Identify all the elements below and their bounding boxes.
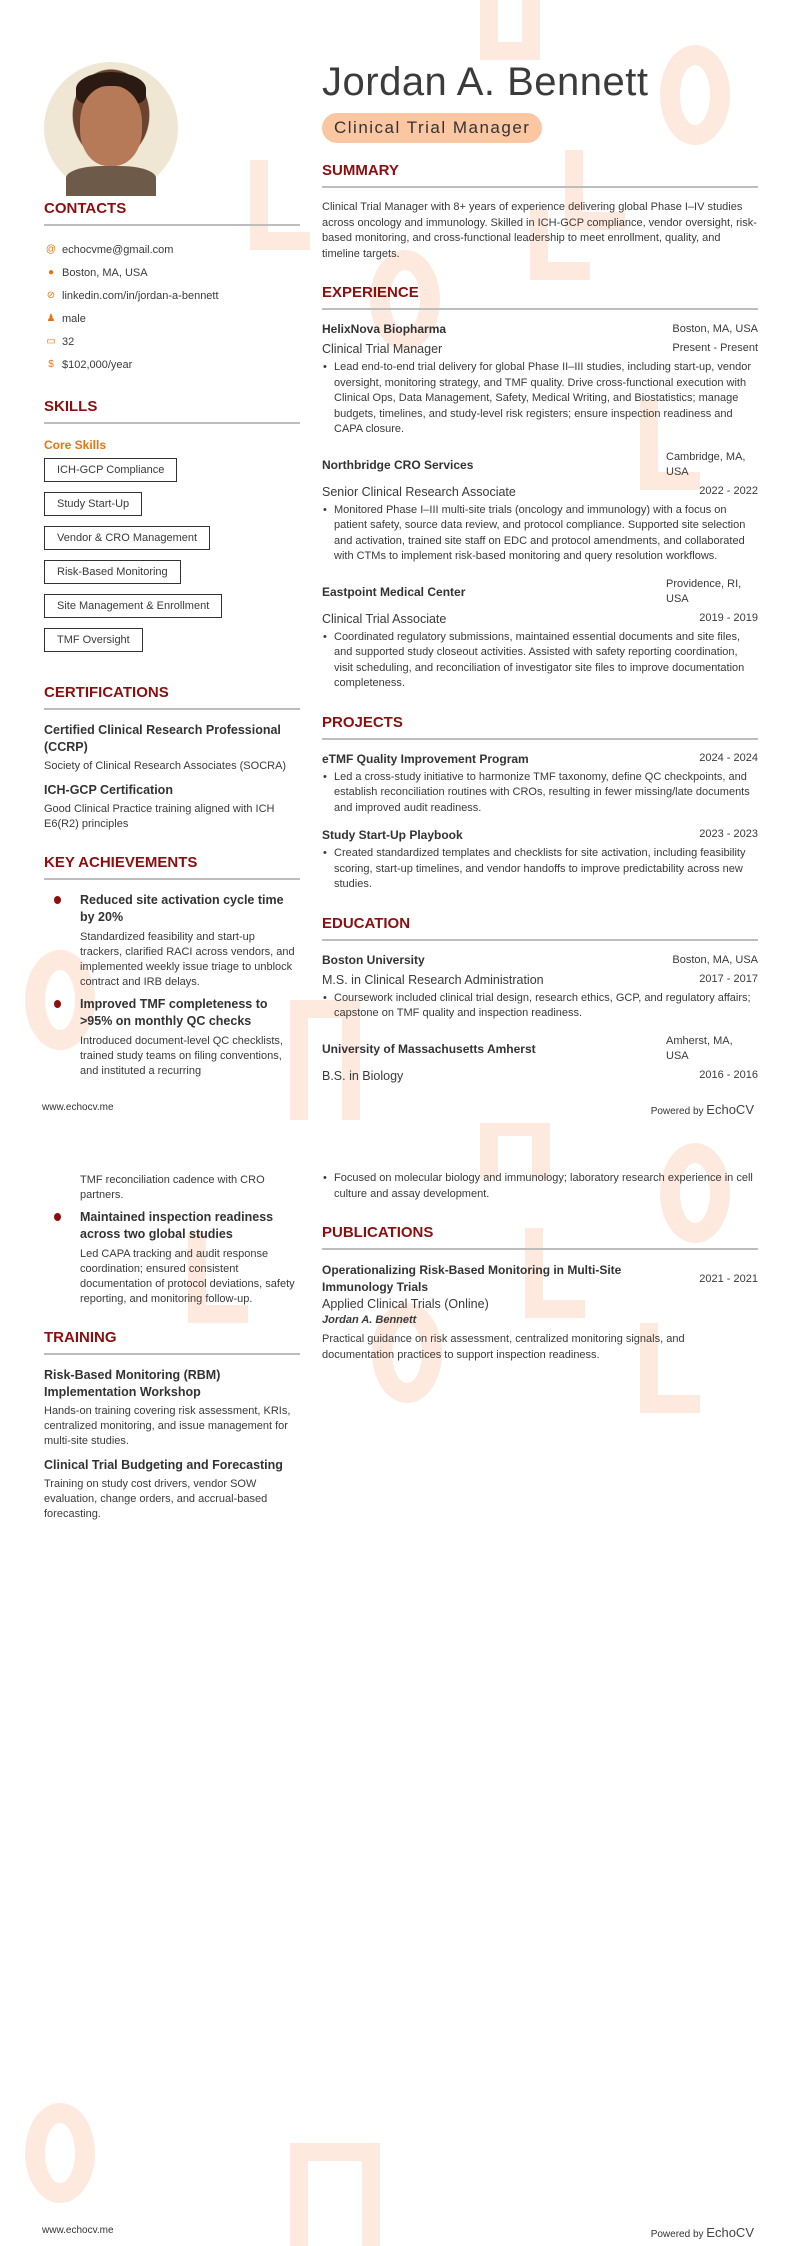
job-title-badge: Clinical Trial Manager (322, 113, 542, 143)
section-heading: CERTIFICATIONS (44, 684, 300, 710)
contact-text: 32 (62, 335, 75, 348)
skill-tag: TMF Oversight (44, 628, 143, 652)
training-section (44, 1329, 300, 1522)
achievement-item (44, 892, 300, 990)
job-role: Clinical Trial Manager (322, 342, 443, 356)
powered-by-text: Powered by (650, 1106, 707, 1117)
skills-section (44, 398, 300, 662)
achievement-item (44, 1209, 300, 1307)
job-bullet: • Lead end-to-end trial delivery for global Phase II–III studies, including start-up, vendor oversight, monitoring strategy, and TMF quality. Drive cross-functional execution with Clinical Ops, Data Management, Safety, Medical Writing, and Biostatistics; manage budgets, timelines, and study-level risk registers; ensure inspection readiness and CAPA closure. (322, 360, 758, 438)
job-dates: Present - Present (672, 342, 758, 354)
achievement-desc: TMF reconciliation cadence with CRO partners. (80, 1174, 265, 1201)
decorative-shape (290, 2143, 380, 2246)
bullet-icon (54, 1000, 61, 1008)
education-section (322, 915, 758, 1083)
publication-desc: Practical guidance on risk assessment, centralized monitoring signals, and documentation practices to support inspection readiness. (322, 1333, 685, 1361)
footer-powered-by[interactable] (651, 1102, 754, 1117)
experience-entry (322, 322, 758, 438)
certification-desc: Good Clinical Practice training aligned with ICH E6(R2) principles (44, 803, 275, 830)
dollar-icon: $ (48, 359, 54, 370)
experience-section (322, 284, 758, 692)
powered-by-text: Powered by (650, 2229, 707, 2240)
calendar-icon: ▭ (46, 336, 56, 347)
contact-text: linkedin.com/in/jordan-a-bennett (62, 289, 219, 302)
brand-name: EchoCV (706, 1102, 754, 1117)
publications-section (322, 1224, 758, 1363)
company-name: HelixNova Biopharma (322, 322, 447, 336)
brand-name: EchoCV (706, 2225, 754, 2240)
achievement-desc: Introduced document-level QC checklists, trained study teams on filing conventions, and instituted a recurring (80, 1035, 283, 1077)
achievement-title: Maintained inspection readiness across two global studies (80, 1210, 274, 1241)
skill-tag: Vendor & CRO Management (44, 526, 210, 550)
skill-tag: Risk-Based Monitoring (44, 560, 181, 584)
skill-tag: Study Start-Up (44, 492, 142, 516)
section-heading: SKILLS (44, 398, 300, 424)
education-bullet: • Focused on molecular biology and immunology; laboratory research experience in cell culture and assay development. (322, 1171, 758, 1202)
project-bullet: • Led a cross-study initiative to harmonize TMF taxonomy, define QC checkpoints, and establish reconciliation routines with CROs, resulting in fewer missing/late documents and improved audit readiness. (322, 770, 758, 817)
degree: B.S. in Biology (322, 1068, 404, 1083)
publication-title: Operationalizing Risk-Based Monitoring in Multi-Site Immunology Trials (322, 1263, 622, 1294)
project-dates: 2023 - 2023 (699, 828, 758, 840)
contact-salary (44, 353, 300, 376)
bullet-icon (54, 896, 61, 904)
training-desc: Hands-on training covering risk assessment, KRIs, centralized monitoring, and issue management for multi-site studies. (44, 1405, 291, 1447)
education-continued (322, 1171, 758, 1202)
education-dates: 2017 - 2017 (699, 972, 758, 985)
section-heading: CONTACTS (44, 200, 300, 226)
project-dates: 2024 - 2024 (699, 751, 758, 764)
footer-website-link[interactable]: www.echocv.me (42, 1102, 114, 1113)
job-bullet: • Monitored Phase I–III multi-site trials (oncology and immunology) with a focus on patient safety, source data review, and protocol compliance. Supported site selection and activation, trained site staff on EDC and protocol amendments, and collaborated with CTMs to implement risk-based monitoring and query resolution workflows. (322, 503, 758, 565)
footer-powered-by[interactable] (651, 2225, 754, 2240)
school-name: Boston University (322, 952, 425, 967)
achievement-title: Improved TMF completeness to >95% on monthly QC checks (80, 997, 268, 1028)
skill-group-title: Core Skills (44, 438, 107, 452)
projects-section (322, 714, 758, 893)
decorative-circle (660, 45, 730, 145)
experience-entry (322, 577, 758, 692)
certifications-section (44, 684, 300, 832)
company-name: Eastpoint Medical Center (322, 584, 466, 599)
project-title: eTMF Quality Improvement Program (322, 751, 529, 766)
skill-tag: Site Management & Enrollment (44, 594, 222, 618)
section-heading: PROJECTS (322, 714, 758, 740)
experience-entry (322, 450, 758, 565)
summary-text: Clinical Trial Manager with 8+ years of experience delivering global Phase I–IV studies across oncology and immunology. Skilled in ICH-GCP compliance, vendor oversight, risk-based monitoring, and cross-functional leadership to meet enrollment, quality, and timeline targets. (322, 201, 757, 260)
publication-dates: 2021 - 2021 (699, 1273, 758, 1285)
section-heading: KEY ACHIEVEMENTS (44, 854, 300, 880)
certification-title: ICH-GCP Certification (44, 783, 173, 797)
achievements-continued (44, 1173, 300, 1307)
section-heading: PUBLICATIONS (322, 1224, 758, 1250)
achievement-desc: Standardized feasibility and start-up trackers, clarified RACI across vendors, and implemented weekly issue triage to unblock contract and IRB delays. (80, 931, 295, 988)
education-entry (322, 1034, 758, 1083)
training-title: Clinical Trial Budgeting and Forecasting (44, 1458, 283, 1472)
bullet-icon (54, 1213, 61, 1221)
decorative-shape (480, 0, 540, 60)
section-heading: SUMMARY (322, 162, 758, 188)
education-bullet: • Coursework included clinical trial design, research ethics, GCP, and regulatory affairs; capstone on TMF quality and inspection readiness. (322, 991, 758, 1022)
school-location: Boston, MA, USA (672, 953, 758, 966)
achievements-section (44, 854, 300, 1079)
contact-text: Boston, MA, USA (62, 266, 148, 279)
project-bullet: • Created standardized templates and checklists for site activation, including feasibility scoring, start-up timelines, and vendor handoffs to improve predictability across new studies. (322, 846, 758, 893)
company-name: Northbridge CRO Services (322, 457, 474, 472)
contacts-section (44, 200, 300, 376)
profile-photo (44, 62, 178, 194)
section-heading: TRAINING (44, 1329, 300, 1355)
education-dates: 2016 - 2016 (699, 1068, 758, 1081)
job-location: Cambridge, MA, USA (666, 450, 746, 478)
contact-age (44, 330, 300, 353)
section-heading: EXPERIENCE (322, 284, 758, 310)
education-entry (322, 953, 758, 1022)
contact-linkedin[interactable] (44, 284, 300, 307)
job-dates: 2022 - 2022 (699, 484, 758, 497)
footer-website-link[interactable]: www.echocv.me (42, 2225, 114, 2236)
job-bullet: • Coordinated regulatory submissions, maintained essential documents and site files, and supported study closeout activities. Assisted with safety reporting coordination, visit scheduling, and reconciliation of investigator site files to improve documentation completeness. (322, 630, 758, 692)
location-pin-icon: ● (47, 267, 55, 278)
certification-title: Certified Clinical Research Professional (CCRP) (44, 723, 281, 754)
candidate-name: Jordan A. Bennett (322, 60, 649, 104)
contact-text: $102,000/year (62, 358, 133, 371)
project-title: Study Start-Up Playbook (322, 828, 463, 842)
job-location: Boston, MA, USA (672, 323, 758, 335)
summary-section (322, 162, 758, 262)
person-icon: ♟ (46, 313, 56, 324)
skill-tag: ICH-GCP Compliance (44, 458, 177, 482)
achievement-item-continued (44, 1173, 300, 1203)
section-heading: EDUCATION (322, 915, 758, 941)
contact-location (44, 261, 300, 284)
contact-text: echocvme@gmail.com (62, 243, 174, 256)
job-dates: 2019 - 2019 (699, 611, 758, 624)
decorative-circle (25, 2103, 95, 2203)
publication-author: Jordan A. Bennett (322, 1314, 417, 1326)
training-title: Risk-Based Monitoring (RBM) Implementation Workshop (44, 1368, 221, 1399)
contact-email[interactable] (44, 238, 300, 261)
achievement-desc: Led CAPA tracking and audit response coordination; ensured consistent documentation of protocol deviations, safety reporting, and monitoring follow-up. (80, 1248, 295, 1305)
job-role: Clinical Trial Associate (322, 611, 447, 626)
school-location: Amherst, MA, USA (666, 1034, 733, 1062)
project-entry (322, 828, 758, 893)
publication-venue: Applied Clinical Trials (Online) (322, 1297, 489, 1311)
achievement-item (44, 996, 300, 1079)
job-location: Providence, RI, USA (666, 577, 742, 605)
contact-text: male (62, 312, 86, 325)
achievement-title: Reduced site activation cycle time by 20% (80, 893, 284, 924)
resume-page-2 (0, 1123, 794, 2246)
decorative-shape (480, 1123, 550, 1178)
contact-gender (44, 307, 300, 330)
school-name: University of Massachusetts Amherst (322, 1041, 536, 1056)
job-role: Senior Clinical Research Associate (322, 484, 516, 499)
training-desc: Training on study cost drivers, vendor SOW evaluation, change orders, and accrual-based forecasting. (44, 1478, 268, 1520)
at-icon: @ (45, 244, 57, 255)
degree: M.S. in Clinical Research Administration (322, 972, 544, 987)
project-entry (322, 752, 758, 817)
link-icon: ⊘ (46, 290, 56, 301)
certification-issuer: Society of Clinical Research Associates (SOCRA) (44, 760, 287, 772)
